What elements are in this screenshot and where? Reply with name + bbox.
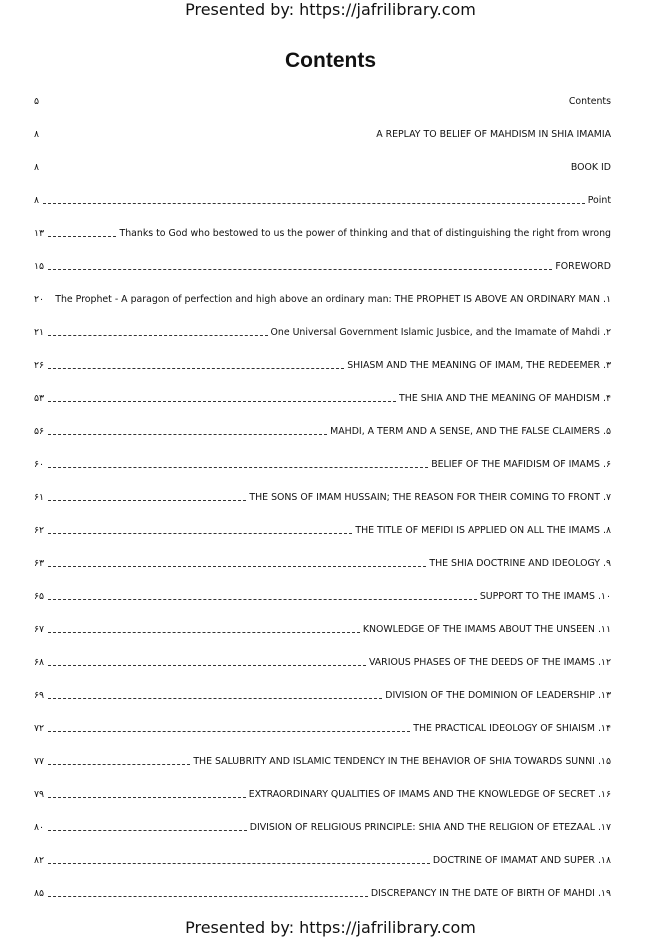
toc-section-number: .۵ — [602, 426, 611, 437]
toc-page-number: ۶۲ — [34, 525, 45, 536]
toc-dot-leader — [48, 302, 52, 303]
toc-page-number: ۵۳ — [34, 393, 45, 404]
toc-entry-title[interactable]: The Prophet - A paragon of perfection and high above an ordinary man: THE PROPHET IS ABOVE AN ORDINARY MAN — [55, 294, 600, 305]
toc-entry-title[interactable]: DIVISION OF RELIGIOUS PRINCIPLE: SHIA AND THE RELIGION OF ETEZAAL — [249, 822, 595, 833]
toc-section-number: .۹ — [602, 558, 611, 569]
toc-page-number: ۷۷ — [34, 756, 45, 767]
toc-entry[interactable] — [34, 653, 611, 669]
toc-entry-title[interactable]: A REPLAY TO BELIEF OF MAHDISM IN SHIA IMAMIA — [376, 129, 611, 140]
presented-by-footer[interactable]: Presented by: https://jafrilibrary.com — [185, 918, 476, 937]
toc-page-number: ۲۰ — [34, 294, 45, 305]
toc-section-number: .۱۱ — [597, 624, 611, 635]
toc-dot-leader — [48, 665, 366, 666]
toc-entry-title[interactable]: THE SHIA AND THE MEANING OF MAHDISM — [399, 393, 600, 404]
toc-dot-leader — [48, 401, 396, 402]
toc-entry[interactable] — [34, 554, 611, 570]
toc-page-number: ۷۲ — [34, 723, 45, 734]
toc-dot-leader — [48, 830, 247, 831]
toc-entry-title[interactable]: KNOWLEDGE OF THE IMAMS ABOUT THE UNSEEN — [362, 624, 595, 635]
toc-dot-leader — [48, 566, 426, 567]
toc-dot-leader — [43, 137, 373, 138]
toc-dot-leader — [48, 467, 428, 468]
toc-page-number: ۸ — [34, 162, 40, 173]
toc-page-number: ۸۲ — [34, 855, 45, 866]
toc-dot-leader — [43, 203, 585, 204]
toc-dot-leader — [48, 236, 116, 237]
toc-entry-title[interactable]: Contents — [568, 96, 611, 107]
toc-entry[interactable] — [34, 257, 611, 273]
toc-dot-leader — [48, 599, 477, 600]
toc-entry-title[interactable]: SHIASM AND THE MEANING OF IMAM, THE REDEEMER — [347, 360, 600, 371]
toc-section-number: .۱۰ — [597, 591, 611, 602]
toc-section-number: .۱۸ — [597, 855, 611, 866]
toc-entry[interactable] — [34, 686, 611, 702]
toc-entry[interactable] — [34, 455, 611, 471]
toc-entry[interactable] — [34, 620, 611, 636]
toc-page-number: ۸ — [34, 195, 40, 206]
toc-dot-leader — [48, 797, 246, 798]
toc-dot-leader — [48, 368, 344, 369]
toc-dot-leader — [48, 896, 368, 897]
toc-entry[interactable] — [34, 818, 611, 834]
toc-entry[interactable] — [34, 158, 611, 174]
toc-entry[interactable] — [34, 884, 611, 900]
toc-entry[interactable] — [34, 125, 611, 141]
toc-entry[interactable] — [34, 521, 611, 537]
toc-entry[interactable] — [34, 851, 611, 867]
toc-section-number: .۶ — [602, 459, 611, 470]
toc-dot-leader — [48, 731, 410, 732]
toc-page-number: ۶۰ — [34, 459, 45, 470]
toc-page-number: ۶۵ — [34, 591, 45, 602]
toc-dot-leader — [48, 269, 552, 270]
toc-dot-leader — [48, 533, 352, 534]
toc-entry-title[interactable]: THE SHIA DOCTRINE AND IDEOLOGY — [429, 558, 600, 569]
page-title: Contents — [285, 49, 376, 72]
toc-section-number: .۱۹ — [597, 888, 611, 899]
toc-section-number: .۴ — [602, 393, 611, 404]
toc-page-number: ۶۷ — [34, 624, 45, 635]
toc-page-number: ۸۵ — [34, 888, 45, 899]
toc-page-number: ۶۱ — [34, 492, 45, 503]
toc-section-number: .۱۲ — [597, 657, 611, 668]
toc-entry-title[interactable]: DISCREPANCY IN THE DATE OF BIRTH OF MAHDI — [370, 888, 595, 899]
toc-page-number: ۱۵ — [34, 261, 45, 272]
toc-entry[interactable] — [34, 389, 611, 405]
toc-section-number: .۷ — [602, 492, 611, 503]
toc-dot-leader — [48, 335, 267, 336]
toc-entry-title[interactable]: THE PRACTICAL IDEOLOGY OF SHIAISM — [413, 723, 595, 734]
toc-entry[interactable] — [34, 422, 611, 438]
toc-page-number: ۱۳ — [34, 228, 45, 239]
toc-page-number: ۵۶ — [34, 426, 45, 437]
toc-entry-title[interactable]: MAHDI, A TERM AND A SENSE, AND THE FALSE CLAIMERS — [330, 426, 600, 437]
toc-entry-title[interactable]: THE TITLE OF MEFIDI IS APPLIED ON ALL THE IMAMS — [355, 525, 600, 536]
toc-dot-leader — [48, 632, 360, 633]
toc-page-number: ۸ — [34, 129, 40, 140]
toc-entry[interactable] — [34, 191, 611, 207]
toc-entry[interactable] — [34, 290, 611, 306]
toc-entry[interactable] — [34, 719, 611, 735]
toc-entry[interactable] — [34, 224, 611, 240]
toc-entry-title[interactable]: DOCTRINE OF IMAMAT AND SUPER — [432, 855, 595, 866]
toc-entry[interactable] — [34, 323, 611, 339]
toc-page-number: ۷۹ — [34, 789, 45, 800]
toc-entry-title[interactable]: SUPPORT TO THE IMAMS — [479, 591, 595, 602]
toc-section-number: .۳ — [602, 360, 611, 371]
toc-entry-title[interactable]: One Universal Government Islamic Jusbice, and the Imamate of Mahdi — [270, 327, 600, 338]
toc-dot-leader — [48, 863, 430, 864]
toc-section-number: .۱۳ — [597, 690, 611, 701]
toc-entry-title[interactable]: EXTRAORDINARY QUALITIES OF IMAMS AND THE KNOWLEDGE OF SECRET — [248, 789, 595, 800]
table-of-contents — [0, 88, 661, 903]
toc-section-number: .۸ — [602, 525, 611, 536]
toc-page-number: ۶۸ — [34, 657, 45, 668]
toc-section-number: .۱۵ — [597, 756, 611, 767]
toc-entry-title[interactable]: THE SALUBRITY AND ISLAMIC TENDENCY IN THE BEHAVIOR OF SHIA TOWARDS SUNNI — [193, 756, 595, 767]
toc-entry[interactable] — [34, 92, 611, 108]
toc-dot-leader — [48, 500, 246, 501]
toc-entry-title[interactable]: FOREWORD — [555, 261, 611, 272]
toc-entry-title[interactable]: DIVISION OF THE DOMINION OF LEADERSHIP — [385, 690, 595, 701]
toc-section-number: .۱۶ — [597, 789, 611, 800]
toc-page-number: ۲۱ — [34, 327, 45, 338]
toc-dot-leader — [48, 434, 327, 435]
toc-section-number: .۱۷ — [597, 822, 611, 833]
toc-page-number: ۲۶ — [34, 360, 45, 371]
toc-entry[interactable] — [34, 488, 611, 504]
toc-dot-leader — [48, 698, 382, 699]
toc-entry-title[interactable]: THE SONS OF IMAM HUSSAIN; THE REASON FOR THEIR COMING TO FRONT — [249, 492, 600, 503]
toc-entry-title[interactable]: Point — [587, 195, 611, 206]
toc-entry[interactable] — [34, 785, 611, 801]
toc-entry-title[interactable]: BELIEF OF THE MAFIDISM OF IMAMS — [431, 459, 600, 470]
toc-section-number: .۱ — [602, 294, 611, 305]
toc-entry-title[interactable]: Thanks to God who bestowed to us the power of thinking and that of distinguishing the right from wrong — [119, 228, 611, 239]
toc-dot-leader — [48, 764, 190, 765]
toc-page-number: ۶۹ — [34, 690, 45, 701]
toc-entry-title[interactable]: BOOK ID — [570, 162, 611, 173]
toc-entry[interactable] — [34, 752, 611, 768]
toc-entry-title[interactable]: VARIOUS PHASES OF THE DEEDS OF THE IMAMS — [368, 657, 595, 668]
toc-entry[interactable] — [34, 587, 611, 603]
toc-dot-leader — [43, 104, 566, 105]
toc-section-number: .۲ — [602, 327, 611, 338]
toc-page-number: ۶۳ — [34, 558, 45, 569]
presented-by-header[interactable]: Presented by: https://jafrilibrary.com — [185, 0, 476, 19]
toc-page-number: ۸۰ — [34, 822, 45, 833]
toc-page-number: ۵ — [34, 96, 40, 107]
toc-section-number: .۱۴ — [597, 723, 611, 734]
toc-dot-leader — [43, 170, 568, 171]
toc-entry[interactable] — [34, 356, 611, 372]
